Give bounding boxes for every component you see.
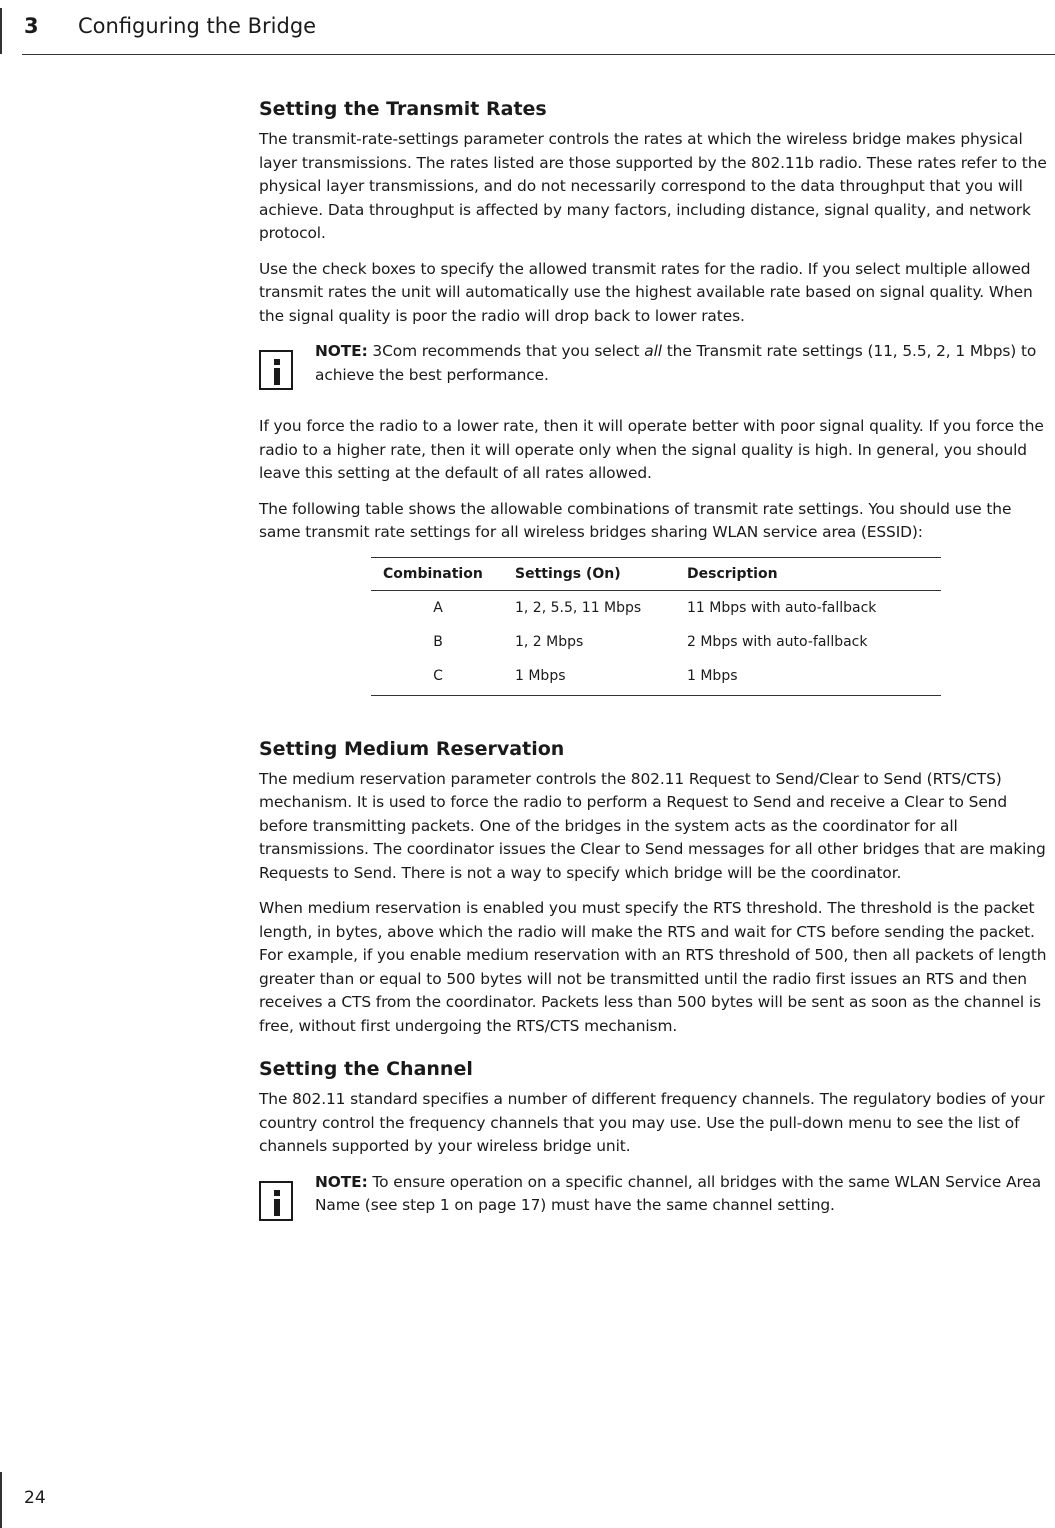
cell-settings: 1, 2 Mbps xyxy=(515,633,584,650)
note-emphasis: all xyxy=(644,342,662,360)
note-text xyxy=(315,340,1049,387)
note-text-part: To ensure operation on a specific channel, all bridges with the same WLAN Service Area Name (see step 1 on page 17) must have the same channel setting. xyxy=(315,1172,1042,1214)
note-text xyxy=(315,1171,1049,1218)
cell-description: 11 Mbps with auto-fallback xyxy=(687,599,877,616)
paragraph: The following table shows the allowable combinations of transmit rate settings. You should use the same transmit rate settings for all wireless bridges sharing WLAN service area (ESSID): xyxy=(259,499,1012,541)
table-row xyxy=(371,659,941,696)
cell-combination: A xyxy=(433,599,443,616)
header-rule xyxy=(22,54,1055,55)
page-content xyxy=(259,96,1049,1246)
column-header-settings: Settings (On) xyxy=(503,557,675,590)
cell-description: 1 Mbps xyxy=(675,659,941,696)
paragraph: When medium reservation is enabled you must specify the RTS threshold. The threshold is the packet length, in bytes, above which the radio will make the RTS and wait for CTS before sending the packet. For example, if you enable medium reservation with an RTS threshold of 500, then all packets of length greater than or equal to 500 bytes will not be transmitted until the radio first issues an RTS and then receives a CTS from the coordinator. Packets less than 500 bytes will be sent as soon as the channel is free, without first undergoing the RTS/CTS mechanism. xyxy=(259,899,1047,1035)
cell-combination: B xyxy=(433,633,443,650)
note-box xyxy=(259,1171,1049,1218)
table-row xyxy=(371,590,941,625)
note-text-part: 3Com recommends that you select xyxy=(367,342,645,360)
paragraph: The transmit-rate-settings parameter controls the rates at which the wireless bridge makes physical layer transmissions. The rates listed are those supported by the 802.11b radio. These rates refer to the physical layer transmissions, and do not necessarily correspond to the data throughput that you will achieve. Data throughput is affected by many factors, including distance, signal quality, and network protocol. xyxy=(259,130,1047,242)
info-icon xyxy=(259,1181,293,1221)
paragraph: If you force the radio to a lower rate, then it will operate better with poor signal quality. If you force the radio to a higher rate, then it will operate only when the signal quality is high. In general, you should leave this setting at the default of all rates allowed. xyxy=(259,417,1044,482)
transmit-rate-table xyxy=(371,557,941,696)
note-label: NOTE: xyxy=(315,1172,368,1191)
footer-left-rule xyxy=(0,1472,2,1528)
section-heading-medium: Setting Medium Reservation xyxy=(259,737,565,760)
chapter-number: 3 xyxy=(24,14,39,38)
page-number: 24 xyxy=(24,1488,46,1508)
cell-combination: C xyxy=(371,659,503,696)
paragraph: The medium reservation parameter controls the 802.11 Request to Send/Clear to Send (RTS/CTS) mechanism. It is used to force the radio to perform a Request to Send and receive a Clear to Send before transmitting packets. One of the bridges in the system acts as the coordinator for all transmissions. The coordinator issues the Clear to Send messages for all other bridges that are making Requests to Send. There is not a way to specify which bridge will be the coordinator. xyxy=(259,769,1046,882)
section-heading-transmit: Setting the Transmit Rates xyxy=(259,98,547,120)
column-header-combination: Combination xyxy=(371,557,503,590)
section-heading-channel: Setting the Channel xyxy=(259,1058,473,1080)
note-box xyxy=(259,340,1049,387)
column-header-description: Description xyxy=(675,557,941,590)
table-row xyxy=(371,625,941,659)
paragraph: The 802.11 standard specifies a number of different frequency channels. The regulatory bodies of your country control the frequency channels that you may use. Use the pull-down menu to see the list of channels supported by your wireless bridge unit. xyxy=(259,1090,1045,1155)
cell-description: 2 Mbps with auto-fallback xyxy=(687,633,868,650)
table-header-row xyxy=(371,557,941,590)
chapter-title: Configuring the Bridge xyxy=(78,14,317,38)
cell-settings: 1 Mbps xyxy=(503,659,675,696)
note-label: NOTE: xyxy=(315,342,368,360)
header-left-rule xyxy=(0,8,2,54)
cell-settings: 1, 2, 5.5, 11 Mbps xyxy=(515,599,642,616)
info-icon xyxy=(259,350,293,390)
paragraph: Use the check boxes to specify the allowed transmit rates for the radio. If you select multiple allowed transmit rates the unit will automatically use the highest available rate based on signal quality. When the signal quality is poor the radio will drop back to lower rates. xyxy=(259,259,1033,325)
note-text-part: the Transmit rate settings (11, 5.5, 2, 1 Mbps) to achieve the best performance. xyxy=(315,342,1037,384)
